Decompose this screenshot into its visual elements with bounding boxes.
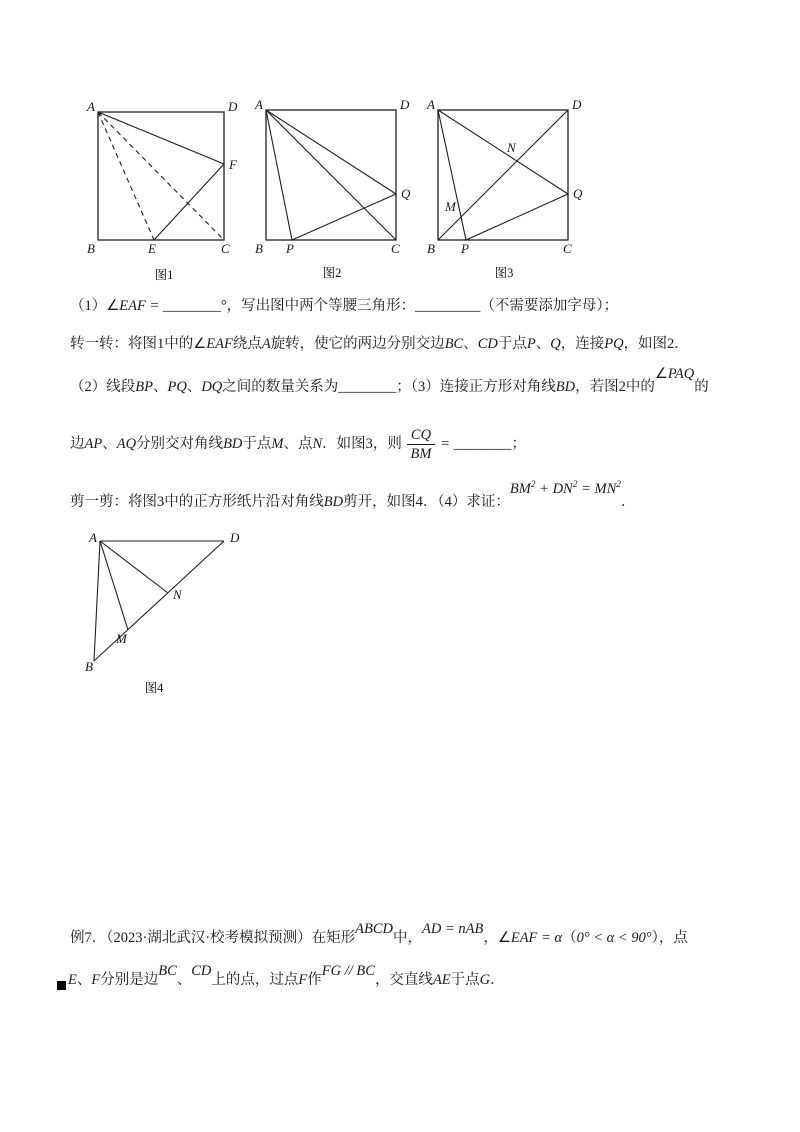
text-run: （2）线段 (70, 379, 136, 395)
text-run: ，如图2． (623, 336, 689, 352)
math-run: AD = nAB (422, 921, 484, 937)
text-run: 、 (186, 379, 202, 395)
math-run: F (91, 972, 101, 988)
text-run: 、 (102, 436, 117, 452)
fig1-label-c: C (221, 241, 230, 256)
fig2-label-c: C (391, 241, 400, 256)
math-run: BC (444, 336, 464, 352)
math-run: PQ (604, 336, 624, 352)
equation-term: BM (509, 480, 531, 497)
text-run: 例7．（2023·湖北武汉·校考模拟预测）在矩形 (70, 930, 356, 946)
text-run: 转一转：将图1中的 (70, 336, 194, 352)
fig1-label-f: F (229, 157, 237, 172)
figure-1-drawing (84, 100, 244, 260)
equation-superscript: 2 (530, 480, 536, 490)
blank-field: _________ (415, 298, 481, 314)
figure-2 (252, 98, 412, 281)
math-run: M (271, 436, 284, 452)
fig2-label-b: B (255, 241, 263, 256)
fig3-label-m: M (445, 199, 456, 214)
math-run: FG // BC (321, 963, 375, 979)
figure-4-drawing (84, 531, 254, 673)
figure-1-caption: 图1 (154, 268, 174, 282)
text-run: 剪一剪：将图3中的正方形纸片沿对角线 (70, 493, 324, 510)
fig1-label-a: A (87, 100, 95, 114)
text-run: 剪开，如图4．（4）求证： (343, 493, 510, 510)
text-run: 边 (70, 436, 85, 452)
fig2-label-d: D (400, 98, 410, 112)
text-run: ，连接 (560, 336, 605, 352)
text-run: 、 (76, 972, 92, 988)
math-run: P (526, 336, 536, 352)
paragraph-fraction (70, 424, 526, 464)
inline-equation-paq: ∠PAQ (654, 366, 695, 382)
fig2-label-a: A (255, 98, 263, 112)
inline-equation-bm2-dn2-mn2 (510, 481, 621, 497)
math-run: BD (555, 379, 576, 395)
text-run: 、 (176, 972, 192, 988)
fraction-numerator: CQ (407, 427, 435, 445)
math-run: ABCD (355, 921, 394, 937)
fig3-lines (438, 110, 568, 240)
fig1-label-b: B (87, 241, 95, 256)
text-run: 于点 (242, 436, 272, 452)
text-run: 、 (463, 336, 478, 352)
fig1-square (98, 112, 224, 240)
math-run: CD (477, 336, 498, 352)
text-run: ，若图2中的 (575, 379, 655, 395)
equation-term: + DN (535, 480, 573, 497)
text-run: 作 (307, 972, 322, 988)
fig2-lines (266, 110, 396, 240)
text-run: ；（3）连接正方形对角线 (396, 379, 556, 395)
fig3-label-n: N (507, 140, 516, 155)
math-run: = (440, 436, 454, 452)
text-run: 、点 (283, 436, 313, 452)
equation-superscript: 2 (572, 480, 578, 490)
figure-1 (84, 100, 244, 283)
text-run: ； (511, 436, 526, 452)
text-run: 、 (152, 379, 168, 395)
text-run: 于点 (450, 972, 480, 988)
paragraph-question-2-3 (70, 366, 709, 398)
fig3-label-q: Q (573, 186, 583, 201)
figure-2-drawing (252, 98, 412, 258)
figure-2-caption: 图2 (322, 266, 342, 280)
figure-4 (84, 531, 254, 696)
equation-term: = MN (577, 480, 617, 497)
fig1-label-e: E (148, 241, 156, 256)
math-run: AP (84, 436, 103, 452)
fig4-label-a: A (89, 531, 97, 545)
math-run: ∠EAF = α (497, 930, 563, 946)
math-run: CD (191, 963, 212, 979)
text-run: 上的点，过点 (211, 972, 299, 988)
text-run: ．如图3，则 (322, 436, 402, 452)
fig3-label-p: P (461, 241, 469, 256)
text-run: ），点 (651, 930, 688, 946)
text-run: （ (562, 930, 577, 946)
math-run: A (261, 336, 271, 352)
blank-field: ________ (453, 436, 512, 452)
fig2-label-p: P (286, 241, 294, 256)
math-run: E (68, 972, 77, 988)
blank-field: ________ (162, 298, 221, 314)
text-run: 于点 (497, 336, 527, 352)
text-run: ，交直线 (374, 972, 433, 988)
fig2-label-q: Q (401, 186, 411, 201)
math-run: PQ (167, 379, 187, 395)
fig1-lines (98, 112, 224, 240)
math-run: G (479, 972, 491, 988)
figure-3 (424, 98, 584, 281)
math-run: N (312, 436, 323, 452)
text-run: 旋转，使它的两边分别交边 (270, 336, 445, 352)
text-run: 的 (694, 379, 709, 395)
paragraph-rotate (70, 333, 689, 355)
text-run: 之间的数量关系为 (222, 379, 339, 395)
fig3-label-a: A (427, 98, 435, 112)
fraction-denominator: BM (410, 446, 432, 463)
paragraph-cut (70, 480, 636, 513)
math-run: BC (158, 963, 177, 979)
math-run: BD (323, 493, 344, 510)
figure-3-drawing (424, 98, 584, 258)
text-run: （1） (70, 298, 107, 314)
fig4-triangle (94, 541, 224, 661)
math-run: BD (223, 436, 243, 452)
blank-field: ________ (338, 379, 397, 395)
text-run: ． (621, 493, 636, 510)
fig3-label-d: D (572, 98, 582, 112)
text-run: 分别是边 (100, 972, 159, 988)
math-run: F (298, 972, 308, 988)
math-run: ∠EAF (193, 336, 233, 352)
paragraph-example7-line2 (68, 963, 505, 992)
figure-4-caption: 图4 (144, 681, 164, 695)
text-run: 绕点 (232, 336, 262, 352)
text-run: 中， (393, 930, 423, 946)
text-run: ， (483, 930, 498, 946)
paragraph-question-1 (70, 295, 618, 317)
figure-3-caption: 图3 (494, 266, 514, 280)
text-run: ． (490, 972, 505, 988)
text-run: （不需要添加字母）； (480, 298, 619, 314)
fraction-cq-over-bm (407, 427, 435, 462)
fig4-label-n: N (173, 587, 182, 602)
text-run: 分别交对角线 (136, 436, 224, 452)
text-run: °，写出图中两个等腰三角形： (220, 298, 416, 314)
fig1-label-d: D (228, 100, 238, 114)
math-run: AE (432, 972, 451, 988)
math-run: BP (135, 379, 153, 395)
math-run: Q (550, 336, 561, 352)
fig3-label-c: C (563, 241, 572, 256)
text-run: 、 (535, 336, 551, 352)
math-run: DQ (201, 379, 223, 395)
math-run: AQ (116, 436, 137, 452)
math-run: ∠EAF = (106, 298, 163, 314)
fig4-label-m: M (116, 631, 127, 646)
equation-superscript: 2 (616, 480, 622, 490)
fig4-label-d: D (230, 531, 240, 545)
fig4-label-b: B (85, 659, 93, 673)
paragraph-example7-line1 (70, 921, 688, 950)
math-run: 0° < α < 90° (576, 930, 652, 946)
margin-marker-square (57, 981, 66, 990)
fig4-cevians (100, 541, 168, 630)
fig3-label-b: B (427, 241, 435, 256)
